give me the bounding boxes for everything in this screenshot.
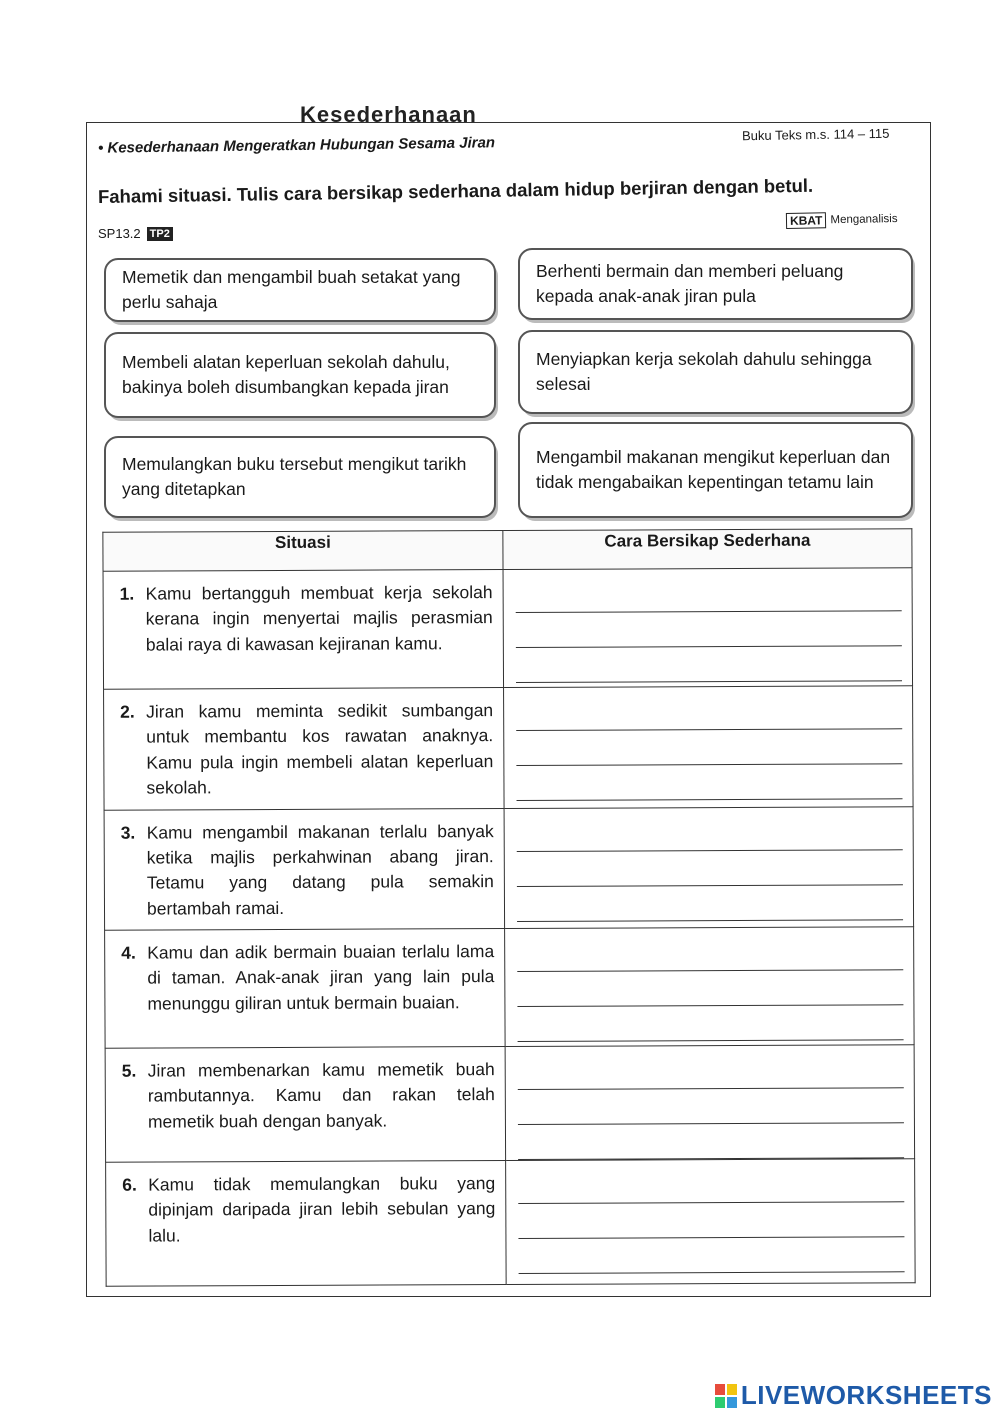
tp-badge: TP2 — [147, 227, 173, 241]
sp-code: SP13.2 — [98, 226, 141, 241]
column-header-cara: Cara Bersikap Sederhana — [503, 529, 912, 570]
situation-text: Jiran membenarkan kamu memetik buah rambutannya. Kamu dan rakan telah memetik buah dengan banyak. — [147, 1059, 495, 1132]
row-number: 2. — [120, 701, 135, 722]
table-row — [104, 686, 914, 810]
kbat-skill: Menganalisis — [830, 213, 898, 227]
table-row — [104, 806, 914, 930]
option-card[interactable]: Berhenti bermain dan memberi peluang kepada anak-anak jiran pula — [518, 248, 913, 320]
row-number: 3. — [120, 822, 136, 843]
option-card[interactable]: Membeli alatan keperluan sekolah dahulu, bakinya boleh disumbangkan kepada jiran — [104, 332, 496, 418]
table-row — [105, 1045, 914, 1163]
answer-cell[interactable] — [506, 1159, 916, 1285]
answer-cell[interactable] — [505, 1045, 914, 1161]
option-card[interactable]: Memetik dan mengambil buah setakat yang perlu sahaja — [104, 258, 496, 322]
liveworksheets-logo[interactable] — [715, 1380, 992, 1411]
option-card[interactable]: Memulangkan buku tersebut mengikut tarikh yang ditetapkan — [104, 436, 496, 518]
table-row — [106, 1159, 916, 1287]
kbat-label — [786, 211, 898, 229]
answer-cell[interactable] — [504, 686, 914, 808]
answer-cell[interactable] — [505, 927, 915, 1047]
row-number: 1. — [119, 583, 135, 604]
brand-name: LIVEWORKSHEETS — [740, 1380, 992, 1410]
topic-heading: • Kesederhanaan Mengeratkan Hubungan Sesama Jiran — [97, 134, 496, 157]
answer-cell[interactable] — [503, 568, 913, 688]
situation-text: Kamu dan adik bermain buaian terlalu lama di taman. Anak-anak jiran yang lain pula menunggu giliran untuk bermain buaian. — [147, 941, 495, 1014]
table-row — [103, 568, 913, 690]
option-card[interactable]: Mengambil makanan mengikut keperluan dan tidak mengabaikan kepentingan tetamu lain — [518, 422, 913, 518]
answer-cell[interactable] — [504, 806, 914, 928]
situation-text: Kamu mengambil makanan terlalu banyak ketika majlis perkahwinan abang jiran. Tetamu yang datang pula semakin bertambah ramai. — [146, 820, 494, 919]
column-header-situasi: Situasi — [103, 531, 503, 572]
kbat-badge: KBAT — [786, 212, 827, 229]
liveworksheets-icon — [715, 1384, 737, 1408]
row-number: 4. — [121, 942, 136, 963]
situation-text: Kamu bertangguh membuat kerja sekolah kerana ingin menyertai majlis perasmian balai raya di kawasan kejiranan kamu. — [145, 582, 493, 655]
option-card[interactable]: Menyiapkan kerja sekolah dahulu sehingga selesai — [518, 330, 913, 414]
situation-text: Kamu tidak memulangkan buku yang dipinjam daripada jiran lebih sebulan yang lalu. — [148, 1173, 496, 1246]
table-row — [105, 927, 915, 1049]
row-number: 6. — [122, 1174, 137, 1195]
textbook-reference: Buku Teks m.s. 114 – 115 — [741, 125, 890, 144]
instruction-text: Fahami situasi. Tulis cara bersikap sederhana dalam hidup berjiran dengan betul. — [97, 174, 814, 207]
row-number: 5. — [121, 1060, 137, 1081]
situation-text: Jiran kamu meminta sedikit sumbangan untuk membantu kos rawatan anaknya. Kamu pula ingin membeli alatan keperluan sekolah. — [146, 700, 494, 798]
cut-off-section-title: Kesederhanaan — [300, 102, 477, 127]
standard-code — [98, 226, 173, 241]
situation-table — [102, 528, 915, 1287]
